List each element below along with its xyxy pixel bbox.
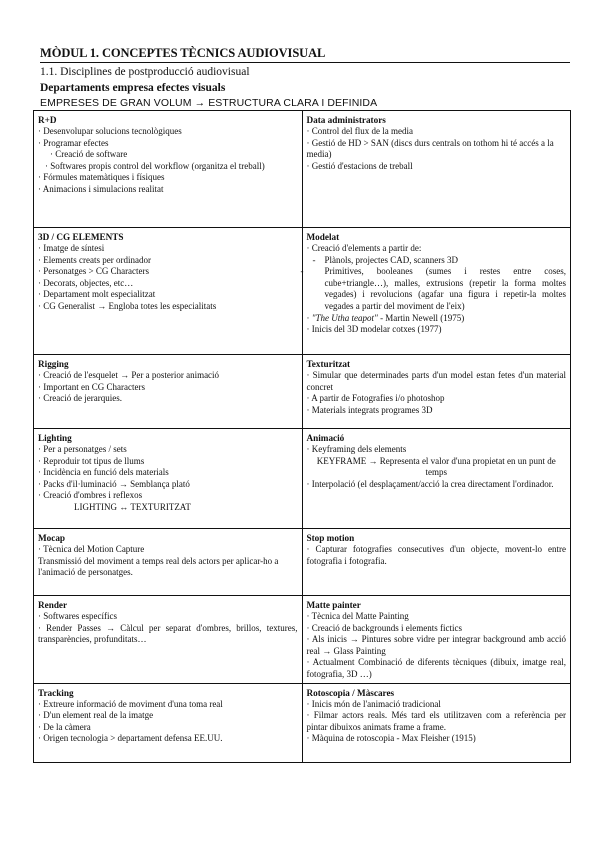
cell-matte-painter [302,596,571,684]
cell-mocap [34,529,303,596]
cell-line: Transmissió del moviment a temps real dels actors per aplicar-ho a l'animació de personatges. [38,555,279,578]
cell-sublist-item: - Plànols, projectes CAD, scanners 3D [312,254,458,265]
cell-line: · CG Generalist → Engloba totes les especialitats [38,300,217,311]
cell-title: R+D [38,115,57,125]
table-row [34,355,571,429]
cell-line: · Als inicis → Pintures sobre vidre per integrar background amb acció real → Glass Painting [306,634,566,656]
cell-title: Animació [306,433,345,443]
departments-table [33,110,571,763]
cell-line: · Reproduir tot tipus de llums [38,455,145,466]
cell-line: · Departament molt especialitzat [38,289,156,300]
cell-data-administrators [302,111,571,228]
cell-line: · Filmar actors reals. Més tard els utilitzaven com a referència per pintar dibuixos animats frame a frame. [306,710,566,732]
cell-line: · Creació d'ombres i reflexos [38,490,143,501]
teapot-title: "The Utha teapot" [311,312,378,323]
cell-line: · Creació de jerarquies. [38,393,122,404]
cell-line: · Softwares específics [38,611,117,621]
cell-stop-motion [302,529,571,596]
cell-line: · Gestió d'estacions de treball [306,160,413,171]
cell-line: · Important en CG Characters [38,381,145,392]
cell-line: · Simular que determinades parts d'un model estan fetes d'un material concret [306,370,566,392]
subsection-title: 1.1. Disciplines de postproducció audiovisual [40,66,250,78]
table-row [34,111,571,228]
cell-line: · Creació de software [50,149,128,160]
cell-line: · Personatges > CG Characters [38,266,150,277]
cell-line: · Desenvolupar solucions tecnològiques [38,126,182,136]
cell-line: · Imatge de síntesi [38,243,105,253]
cell-line: · Inicis món de l'animació tradicional [306,698,441,709]
cell-line: · Animacions i simulacions realitat [38,183,164,194]
cell-line: KEYFRAME → Representa el valor d'una propietat en un punt de temps [316,455,556,478]
cell-title: Tracking [38,687,74,698]
cell-3d-cg-elements [34,228,303,355]
table-row [34,429,571,529]
table-row [34,683,571,762]
section-heading: Departaments empresa efectes visuals [40,82,226,94]
cell-sublist-item: - Primitives, booleanes (sumes i restes entre coses, cube+triangle…), malles, extrusions (repetir la forma moltes vegades) i revolucions (agafar una figura i repetir-la moltes vegades a partir del moviment de l'eix) [300,266,566,311]
cell-line: · De la càmera [38,721,91,732]
cell-line: · Capturar fotografies consecutives d'un objecte, movent-lo entre fotografia i fotografia. [306,544,566,566]
cell-line: · Decorats, objectes, etc… [38,277,134,288]
cell-line: · D'un element real de la imatge [38,710,154,721]
cell-title: Render [38,600,68,610]
cell-line: · Creació de backgrounds i elements fictics [306,622,462,633]
cell-lighting [34,429,303,529]
cell-line: · Extreure informació de moviment d'una toma real [38,698,223,709]
cell-line: · Actualment Combinació de diferents tècniques (dibuix, imatge real, fotografia, 3D …) [306,657,566,679]
table-row [34,228,571,355]
cell-line: · Fórmules matemàtiques i físiques [38,172,165,183]
cell-line: · Render Passes → Càlcul per separat d'ombres, brillos, textures, transparències, profunditats… [38,622,298,645]
cell-title: Modelat [306,232,340,242]
cell-title: Rotoscopia / Màscares [306,687,395,698]
cell-render [34,596,303,684]
cell-line: · Interpolació (el desplaçament/acció la crea directament l'ordinador. [306,478,554,489]
cell-line: · Materials integrats programes 3D [306,404,433,415]
cell-title: 3D / CG ELEMENTS [38,232,124,242]
cell-line: · Màquina de rotoscopia - Max Fleisher (1915) [306,733,476,744]
cell-title: Rigging [38,359,69,369]
cell-title: Matte painter [306,600,361,610]
document-page [40,46,570,110]
cell-line: · Tècnica del Matte Painting [306,611,409,621]
cell-title: Lighting [38,433,72,443]
cell-line: · Softwares propis control del workflow (organitza el treball) [45,160,265,171]
cell-rigging [34,355,303,429]
cell-title: Stop motion [306,533,355,543]
cell-line: · Inicis del 3D modelar cotxes (1977) [306,324,442,335]
cell-title: Data administrators [306,115,386,125]
cell-line: · Incidència en funció dels materials [38,467,169,478]
cell-line: · Tècnica del Motion Capture [38,544,145,554]
cell-line: · Gestió de HD > SAN (discs durs centrals on tothom hi té accés a la media) [306,137,554,160]
cell-line: · Per a personatges / sets [38,444,127,454]
cell-modelat [302,228,571,355]
cell-line: LIGHTING ↔ TEXTURITZAT [74,501,191,512]
cell-line: · Creació de l'esquelet → Per a posterior animació [38,370,220,380]
cell-title: Mocap [38,533,66,543]
cell-line: · Keyframing dels elements [306,444,407,454]
table-row [34,529,571,596]
module-title: MÒDUL 1. CONCEPTES TÈCNICS AUDIOVISUAL [40,46,570,63]
cell-line: · Programar efectes [38,137,109,148]
cell-line: · A partir de Fotografies i/o photoshop [306,393,445,404]
cell-line: · Origen tecnologia > departament defensa EE.UU. [38,733,223,744]
cell-line: · Elements creats per ordinador [38,254,151,265]
cell-line: · Packs d'il·luminació → Semblança plató [38,478,190,489]
cell-line: · Control del flux de la media [306,126,413,136]
table-row [34,596,571,684]
cell-line: · Creació d'elements a partir de: [306,243,422,253]
cell-animacio [302,429,571,529]
cell-tracking [34,683,303,762]
cell-title: Texturitzat [306,359,351,369]
cell-rotoscopia [302,683,571,762]
cell-rd [34,111,303,228]
caps-statement: EMPRESES DE GRAN VOLUM → ESTRUCTURA CLARA I DEFINIDA [40,97,378,109]
cell-texturitzat [302,355,571,429]
cell-line: · "The Utha teapot" - Martin Newell (1975) [306,312,465,323]
